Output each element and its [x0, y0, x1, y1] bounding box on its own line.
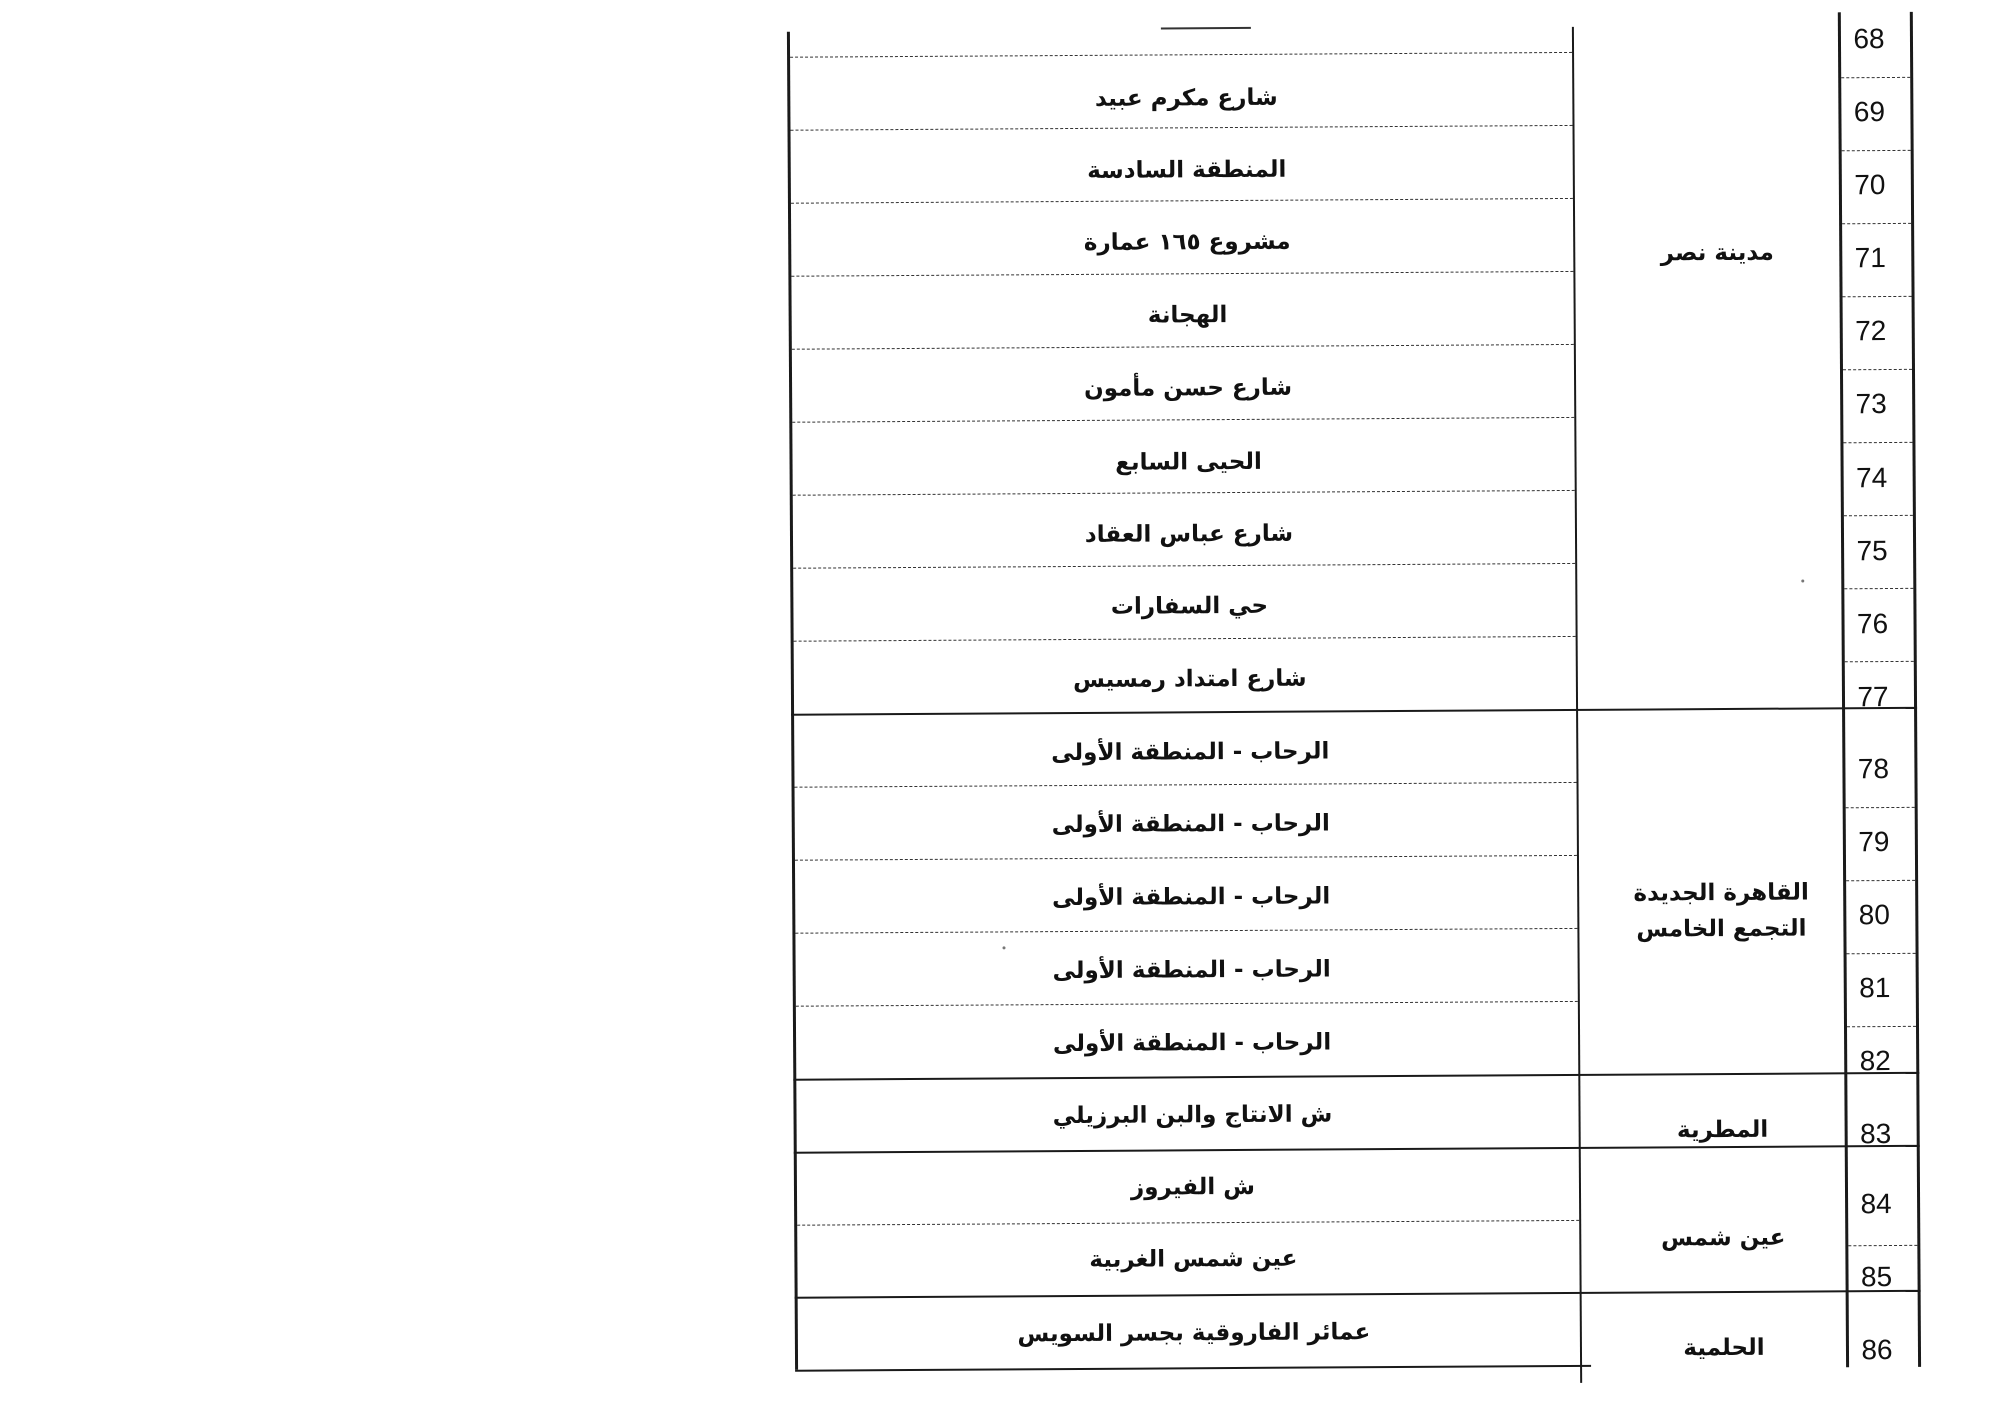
row-number: 69	[1853, 96, 1886, 128]
number-divider	[1842, 223, 1911, 224]
number-divider	[1843, 296, 1912, 297]
row-divider	[795, 928, 1577, 934]
number-divider	[1844, 588, 1913, 589]
number-divider	[1843, 442, 1912, 443]
number-divider	[1841, 77, 1910, 78]
row-number: 70	[1854, 169, 1886, 201]
row-number: 86	[1861, 1334, 1893, 1366]
district-cell: المطرية	[1676, 1116, 1769, 1144]
number-divider	[1848, 1245, 1917, 1246]
row-number: 79	[1858, 826, 1890, 858]
number-divider	[1844, 515, 1913, 516]
row-number: 84	[1860, 1188, 1892, 1220]
row-number: 83	[1859, 1118, 1892, 1150]
group-border-2	[793, 1072, 1919, 1081]
row-divider	[790, 52, 1572, 58]
row-divider	[792, 417, 1574, 423]
row-divider	[793, 563, 1575, 569]
row-number: 85	[1860, 1261, 1893, 1293]
street-cell: الرحاب - المنطقة الأولى	[1052, 1029, 1332, 1058]
district-cell: عين شمس	[1661, 1224, 1786, 1252]
row-number: 80	[1858, 899, 1890, 931]
number-divider	[1846, 880, 1915, 881]
row-number: 71	[1854, 242, 1886, 274]
row-divider	[793, 490, 1575, 496]
scan-speck	[1801, 580, 1804, 583]
street-cell: مشروع ١٦٥ عمارة	[1083, 228, 1291, 256]
row-number: 78	[1857, 753, 1890, 785]
row-number: 68	[1853, 23, 1885, 55]
row-divider	[797, 1220, 1579, 1226]
row-divider	[791, 198, 1573, 204]
district-cell: مدينة نصر	[1660, 239, 1774, 267]
row-number: 74	[1855, 462, 1888, 494]
table-left-border	[787, 32, 798, 1370]
row-number: 81	[1859, 972, 1891, 1004]
street-cell: الرحاب - المنطقة الأولى	[1051, 810, 1330, 839]
street-cell: المنطقة السادسة	[1087, 156, 1287, 184]
number-divider	[1845, 661, 1914, 662]
street-cell: شارع امتداد رمسيس	[1073, 665, 1307, 693]
street-cell: حي السفارات	[1110, 592, 1269, 620]
row-divider	[795, 855, 1577, 861]
row-number: 75	[1856, 535, 1888, 567]
street-cell: شارع مكرم عبيد	[1094, 84, 1278, 112]
number-divider	[1846, 807, 1915, 808]
group-border-4	[795, 1290, 1921, 1299]
row-number: 77	[1857, 681, 1889, 713]
street-cell: الرحاب - المنطقة الأولى	[1052, 883, 1331, 912]
group-border-1	[791, 707, 1917, 716]
number-divider	[1847, 953, 1916, 954]
street-cell: شارع عباس العقاد	[1084, 520, 1294, 548]
row-number: 73	[1855, 388, 1887, 420]
table-right-border	[1910, 12, 1921, 1367]
row-number: 82	[1859, 1045, 1891, 1077]
street-cell: عين شمس الغربية	[1089, 1245, 1298, 1273]
street-cell	[796, 13, 1576, 18]
table-bottom-border	[795, 1365, 1591, 1372]
number-divider	[1842, 150, 1911, 151]
street-cell: ش الفيروز	[1130, 1173, 1256, 1201]
row-divider	[796, 1001, 1578, 1007]
street-cell: الحيى السابع	[1115, 448, 1262, 476]
row-number: 76	[1856, 608, 1889, 640]
scan-speck	[1002, 946, 1005, 949]
street-cell: ش الانتاج والبن البرزيلي	[1052, 1101, 1333, 1130]
number-divider	[1847, 1026, 1916, 1027]
row-divider	[792, 344, 1574, 350]
district-cell: القاهرة الجديدة التجمع الخامس	[1633, 879, 1809, 943]
street-cell: عمائر الفاروقية بجسر السويس	[1017, 1319, 1371, 1348]
street-cell: شارع حسن مأمون	[1083, 374, 1293, 402]
street-cell: الرحاب - المنطقة الأولى	[1051, 738, 1330, 767]
street-cell: الهجانة	[1147, 302, 1228, 329]
row-divider	[791, 271, 1573, 277]
row-divider	[794, 636, 1576, 642]
row-number: 72	[1855, 315, 1887, 347]
district-cell: الحلمية	[1683, 1334, 1765, 1362]
number-divider	[1843, 369, 1912, 370]
row-divider	[791, 125, 1573, 131]
row-divider	[795, 782, 1577, 788]
street-cell: الرحاب - المنطقة الأولى	[1052, 956, 1331, 985]
cropped-text-fragment	[1161, 27, 1251, 30]
